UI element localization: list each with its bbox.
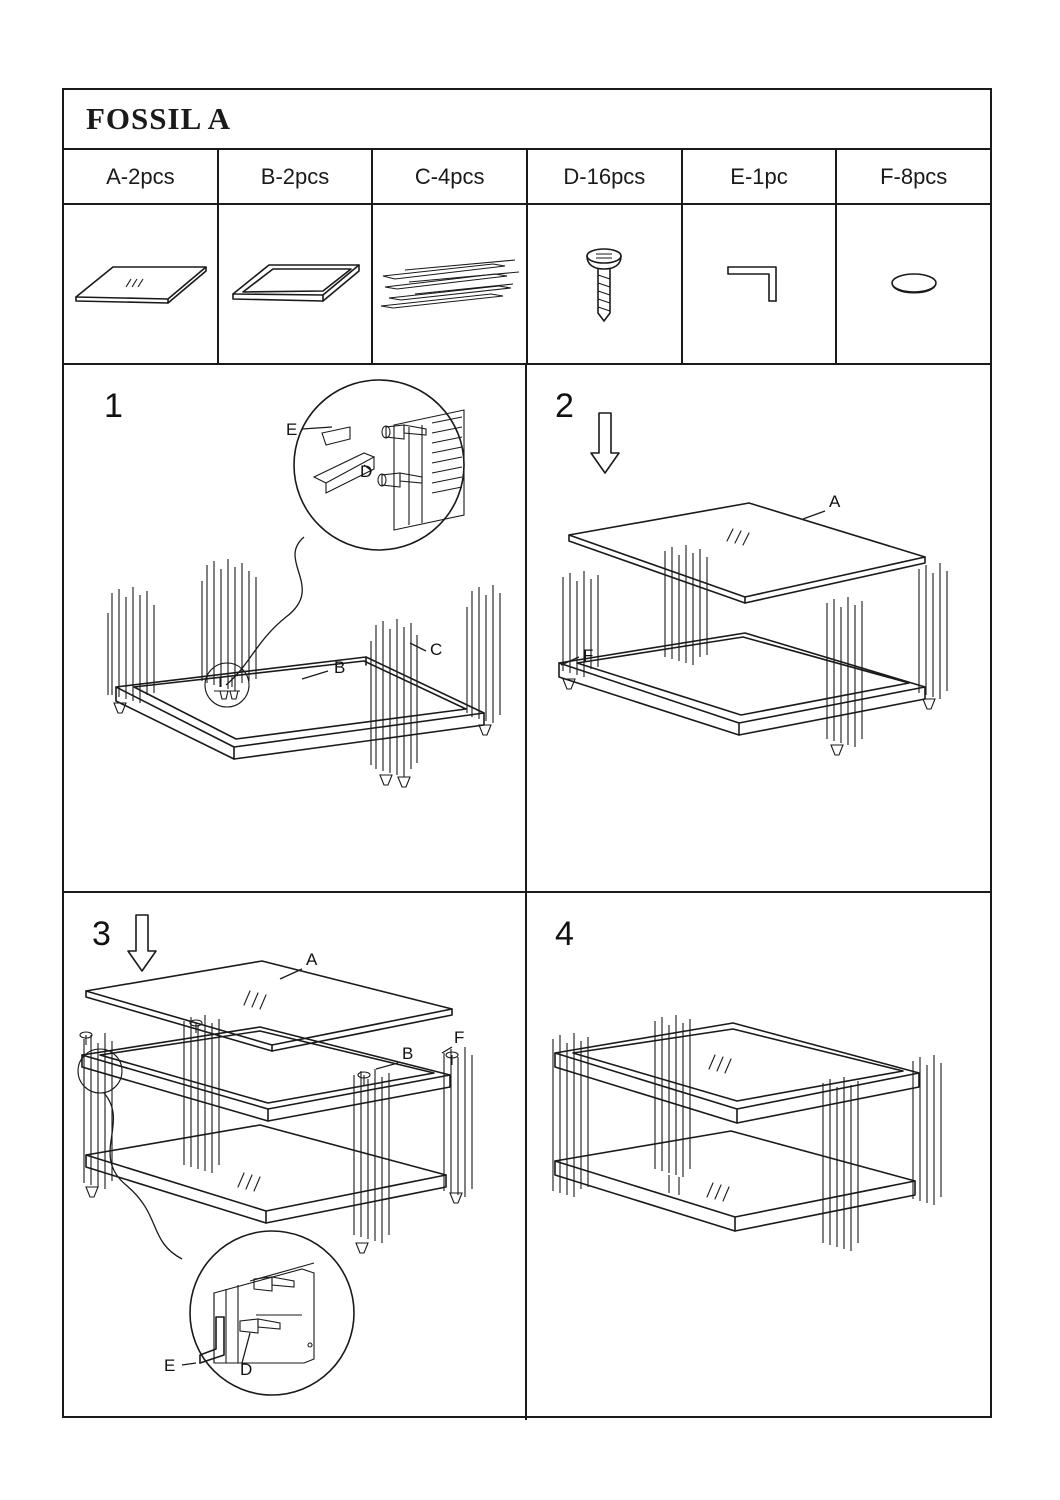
down-arrow-icon xyxy=(128,915,156,971)
step-3-callout-b: B xyxy=(402,1043,414,1063)
part-label-e: E-1pc xyxy=(683,150,838,203)
allen-key-icon xyxy=(714,249,804,319)
step-4-figure xyxy=(527,893,990,1403)
step-2 xyxy=(527,365,990,893)
step-1-callout-e: E xyxy=(286,420,298,439)
screw-icon xyxy=(574,239,634,329)
step-2-callout-a: A xyxy=(829,492,841,511)
parts-label-row xyxy=(64,150,990,205)
part-label-a: A-2pcs xyxy=(64,150,219,203)
step-2-callout-f: F xyxy=(583,646,594,665)
step-1-number: 1 xyxy=(104,387,123,425)
part-figure-a xyxy=(64,205,219,363)
part-label-b: B-2pcs xyxy=(219,150,374,203)
steps-grid xyxy=(64,365,990,1420)
step-1-callout-d: D xyxy=(360,462,373,481)
step-1 xyxy=(64,365,527,893)
glass-frame-panel-icon xyxy=(223,249,368,319)
step-2-number: 2 xyxy=(555,387,574,425)
step-2-figure xyxy=(527,365,990,875)
step-3-figure xyxy=(64,893,527,1403)
step-3-callout-e: E xyxy=(164,1355,176,1375)
step-3 xyxy=(64,893,527,1421)
title-row xyxy=(64,90,990,150)
rubber-pad-icon xyxy=(879,259,949,309)
parts-figure-row xyxy=(64,205,990,365)
step-1-callout-b: B xyxy=(334,658,346,677)
part-label-d: D-16pcs xyxy=(528,150,683,203)
part-figure-d xyxy=(528,205,683,363)
part-label-f: F-8pcs xyxy=(880,163,948,189)
step-1-figure xyxy=(64,365,527,875)
step-3-callout-a: A xyxy=(306,949,318,969)
step-4 xyxy=(527,893,990,1421)
part-figure-c xyxy=(373,205,528,363)
part-figure-f xyxy=(837,205,990,363)
page-title: FOSSIL A xyxy=(86,101,231,136)
metal-rods-bundle-icon xyxy=(375,248,525,320)
instruction-sheet xyxy=(62,88,992,1418)
glass-panel-icon xyxy=(68,249,213,319)
step-3-callout-f: F xyxy=(454,1027,465,1047)
step-4-number: 4 xyxy=(555,914,574,953)
down-arrow-icon xyxy=(591,413,619,473)
part-figure-e xyxy=(683,205,838,363)
step-3-callout-d: D xyxy=(240,1359,253,1379)
step-1-callout-c: C xyxy=(430,640,443,659)
step-3-number: 3 xyxy=(92,914,111,953)
part-figure-b xyxy=(219,205,374,363)
part-label-c: C-4pcs xyxy=(373,150,528,203)
